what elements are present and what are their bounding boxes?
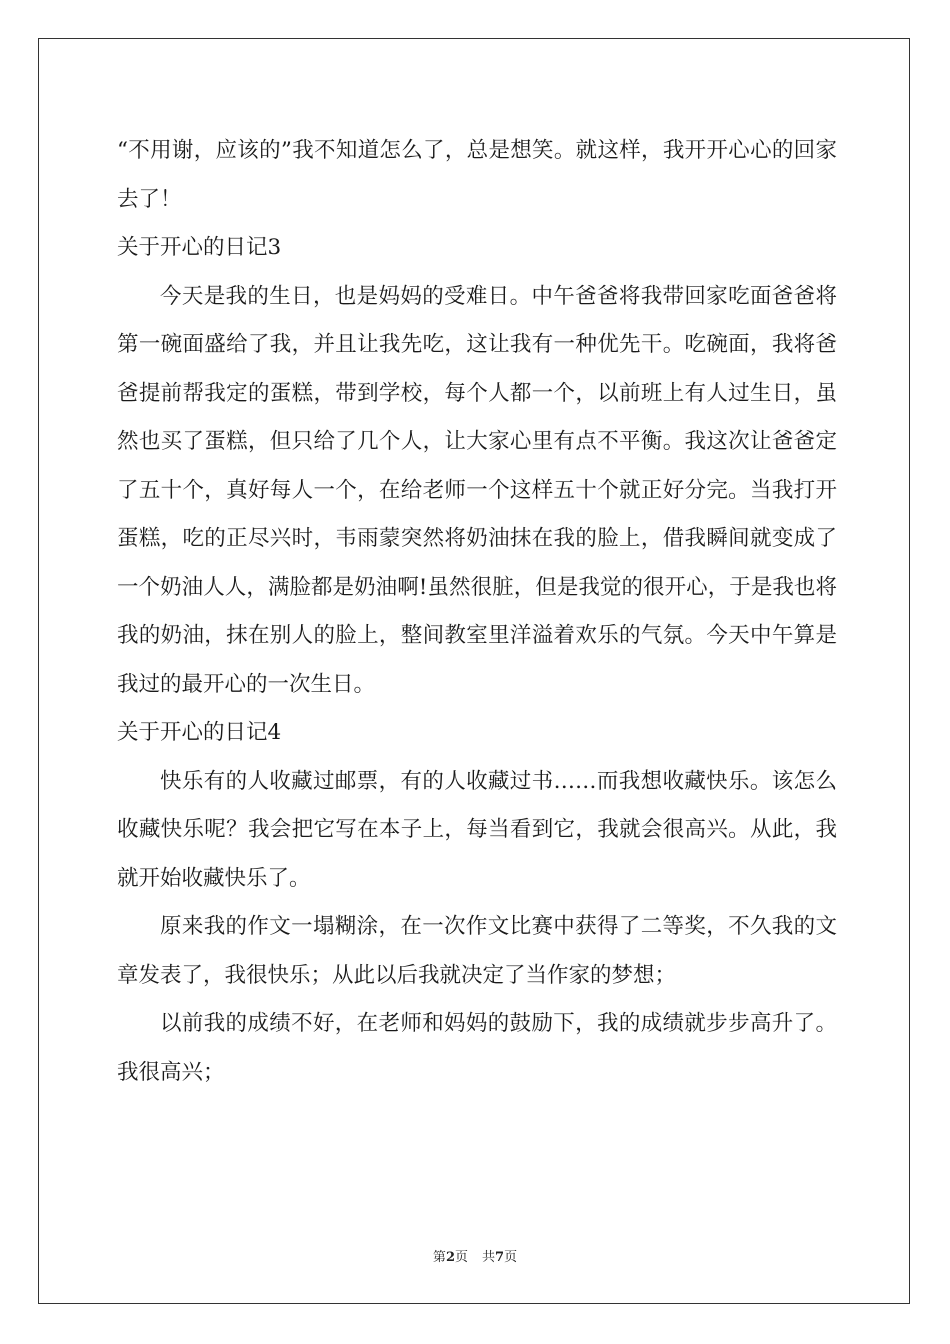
paragraph-diary-4-writing: 原来我的作文一塌糊涂，在一次作文比赛中获得了二等奖，不久我的文章发表了，我很快乐；从此以后我就决定了当作家的梦想； <box>117 914 837 988</box>
total-label-prefix: 共 <box>482 1250 496 1265</box>
page-label-suffix: 页 <box>454 1250 468 1265</box>
page-label-prefix: 第 <box>432 1250 446 1265</box>
paragraph-diary-4-intro: 快乐有的人收藏过邮票，有的人收藏过书……而我想收藏快乐。该怎么收藏快乐呢？我会把它写在本子上，每当看到它，我就会很高兴。从此，我就开始收藏快乐了。 <box>117 768 837 891</box>
section-heading-3: 关于开心的日记3 <box>117 235 282 260</box>
section-heading-4: 关于开心的日记4 <box>117 720 282 745</box>
total-label-suffix: 页 <box>504 1250 518 1265</box>
total-pages: 7 <box>495 1250 505 1265</box>
page-number: 2 <box>445 1250 455 1265</box>
paragraph-diary-4-grades: 以前我的成绩不好，在老师和妈妈的鼓励下，我的成绩就步步高升了。我很高兴； <box>117 1011 837 1085</box>
paragraph-diary-3: 今天是我的生日，也是妈妈的受难日。中午爸爸将我带回家吃面爸爸将第一碗面盛给了我，并且让我先吃，这让我有一种优先干。吃碗面，我将爸爸提前帮我定的蛋糕，带到学校，每个人都一个，以前班上有人过生日，虽然也买了蛋糕，但只给了几个人，让大家心里有点不平衡。我这次让爸爸定了五十个，真好每人一个，在给老师一个这样五十个就正好分完。当我打开蛋糕，吃的正尽兴时，韦雨蒙突然将奶油抹在我的脸上，借我瞬间就变成了一个奶油人人，满脸都是奶油啊!虽然很脏，但是我觉的很开心，于是我也将我的奶油，抹在别人的脸上，整间教室里洋溢着欢乐的气氛。今天中午算是我过的最开心的一次生日。 <box>117 283 837 697</box>
paragraph-continuation: “不用谢，应该的”我不知道怎么了，总是想笑。就这样，我开开心心的回家去了！ <box>117 138 837 212</box>
document-body <box>117 127 837 1097</box>
page-footer <box>0 1246 950 1265</box>
